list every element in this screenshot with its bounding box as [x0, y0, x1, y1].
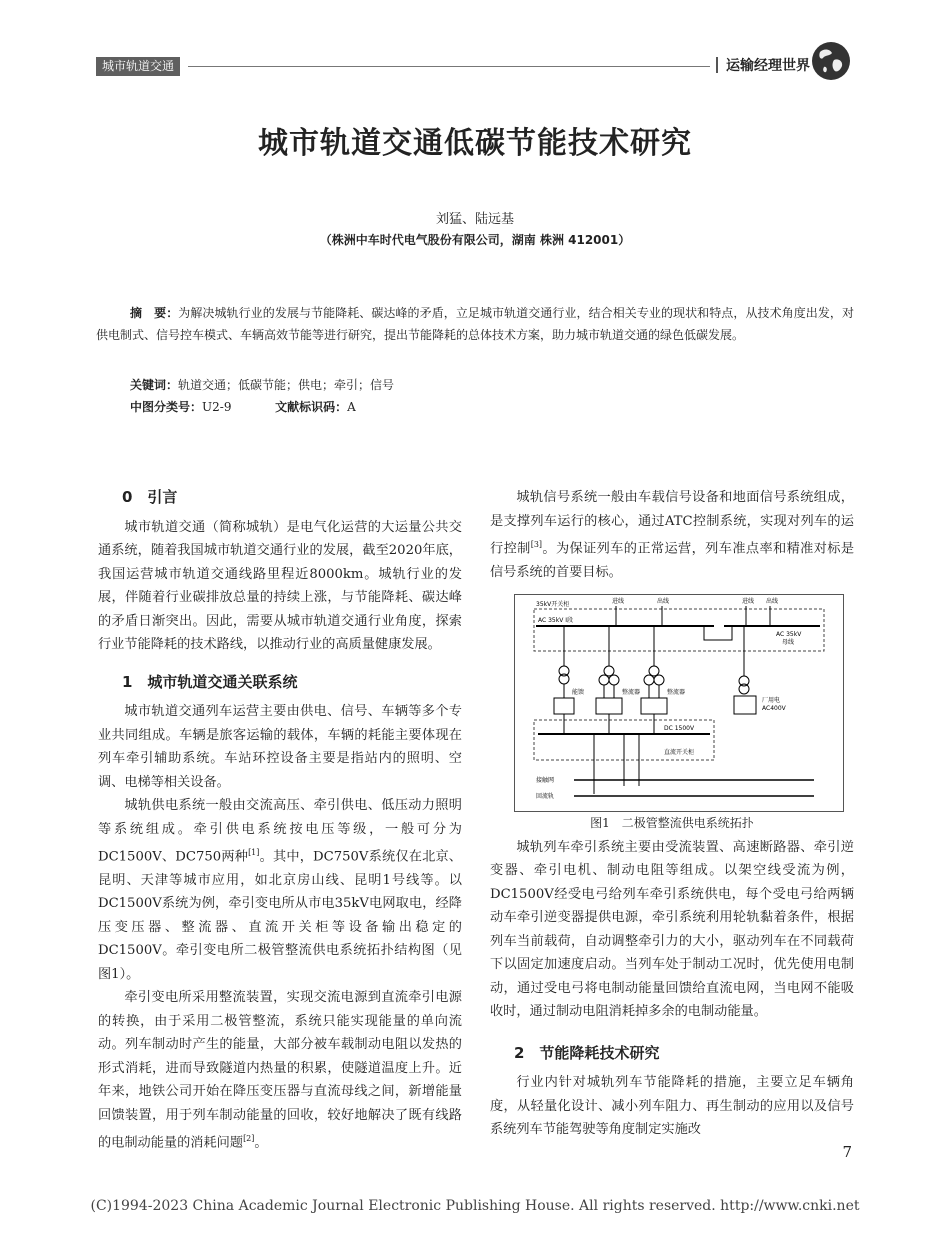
classification	[130, 396, 356, 418]
doc-code-label: 文献标识码：	[275, 400, 348, 414]
signal-paragraph: 城轨信号系统一般由车载信号设备和地面信号系统组成，是支撑列车运行的核心，通过ATC控制系统，实现对列车的运行控制[3]。为保证列车的正常运营，列车准点率和精准对标是信号系统的首要目标。	[490, 490, 855, 580]
label-bus2b: 母线	[782, 639, 795, 647]
keywords	[130, 374, 394, 396]
abstract-text: 为解决城轨行业的发展与节能降耗、碳达峰的矛盾，立足城市轨道交通行业，结合相关专业的现状和特点，从技术角度出发，对供电制式、信号控车模式、车辆高效节能等进行研究，提出节能降耗的总体技术方案，助力城市轨道交通的绿色低碳发展。	[96, 306, 854, 342]
clc-label: 中图分类号：	[130, 400, 203, 414]
keywords-label: 关键词：	[130, 378, 179, 392]
abstract-label: 摘 要：	[130, 306, 179, 320]
left-column	[98, 486, 462, 1155]
globe-icon	[810, 40, 852, 82]
header-divider	[716, 57, 718, 73]
section-tag: 城市轨道交通	[96, 57, 180, 76]
section-1-paragraph-3: 牵引变电所采用整流装置，实现交流电源到直流牵引电源的转换，由于采用二极管整流，系统只能实现能量的单向流动。列车制动时产生的能量，大部分被车载制动电阻以发热的形式消耗，进而导致隧道内热量的积累，使隧道温度上升。近年来，地铁公司开始在降压变压器与直流母线之间，新增能量回馈装置，用于列车制动能量的回收，较好地解决了既有线路的电制动能量的消耗问题[2]。	[98, 990, 462, 1151]
label-out2: 出线	[766, 598, 779, 606]
right-column	[490, 486, 854, 1142]
figure-1-caption: 图1 二极管整流供电系统拓扑	[590, 816, 754, 831]
doc-code-value: A	[347, 400, 356, 414]
label-catenary: 接触网	[536, 777, 555, 785]
keywords-text: 轨道交通；低碳节能；供电；牵引；信号	[178, 378, 395, 392]
section-0-paragraph: 城市轨道交通（简称城轨）是电气化运营的大运量公共交通系统，随着我国城市轨道交通行业的发展，截至2020年底，我国运营城市轨道交通线路里程近8000km。城轨行业的发展，伴随着行业碳排放总量的持续上涨，与节能降耗、碳达峰的矛盾日渐突出。因此，需要从城市轨道交通行业角度，探索行业节能降耗的技术路线，以推动行业的高质量健康发展。	[98, 519, 462, 652]
label-rect2: 整流器	[667, 689, 686, 697]
abstract	[96, 302, 854, 346]
section-2-heading: 2 节能降耗技术研究	[514, 1043, 660, 1062]
label-dc-switch: 直流开关柜	[664, 749, 695, 757]
section-1-heading: 1 城市轨道交通关联系统	[122, 672, 298, 691]
section-1-paragraph-1: 城市轨道交通列车运营主要由供电、信号、车辆等多个专业共同组成。车辆是旅客运输的载体，车辆的耗能主要体现在列车牵引辅助系统。车站环控设备主要是指站内的照明、空调、电梯等相关设备。	[98, 704, 462, 790]
label-return: 回流轨	[536, 793, 555, 801]
label-dc: DC 1500V	[664, 725, 695, 733]
article-affiliation: （株洲中车时代电气股份有限公司，湖南 株洲 412001）	[319, 233, 631, 247]
label-energy: 能馈	[572, 689, 585, 697]
section-2-paragraph: 行业内针对城轨列车节能降耗的措施，主要立足车辆角度，从轻量化设计、减小列车阻力、再生制动的应用以及信号系统列车节能驾驶等角度制定实施改	[490, 1075, 854, 1138]
page-number: 7	[842, 1143, 852, 1161]
label-rect1: 整流器	[622, 689, 641, 697]
journal-name: 运输经理世界	[726, 58, 810, 74]
header-rule	[188, 66, 710, 67]
label-35kv-switch: 35kV开关柜	[536, 601, 570, 609]
section-1-paragraph-2: 城轨供电系统一般由交流高压、牵引供电、低压动力照明等系统组成。牵引供电系统按电压等级，一般可分为DC1500V、DC750两种[1]。其中，DC750V系统仅在北京、昆明、天津等城市应用，如北京房山线、昆明1号线等。以DC1500V系统为例，牵引变电所从市电35kV电网取电，经降压变压器、整流器、直流开关柜等设备输出稳定的DC1500V。牵引变电所二极管整流供电系统拓扑结构图（见图1）。	[98, 798, 462, 982]
label-in2: 进线	[742, 598, 755, 606]
copyright-footer: (C)1994-2023 China Academic Journal Electronic Publishing House. All rights reserved. http://www.cnki.net	[90, 1198, 860, 1214]
label-aux: 厂用电	[762, 697, 781, 705]
article-authors: 刘猛、陆远基	[435, 212, 514, 227]
label-out1: 出线	[657, 598, 670, 606]
label-aux-v: AC400V	[762, 705, 786, 713]
citation-3[interactable]: [3]	[530, 540, 543, 549]
clc-value: U2-9	[202, 400, 232, 414]
label-in1: 进线	[612, 598, 625, 606]
article-title: 城市轨道交通低碳节能技术研究	[258, 126, 692, 161]
label-bus1: AC 35kV Ⅰ段	[538, 617, 573, 625]
figure-1-diagram	[514, 594, 844, 812]
label-bus2: AC 35kV	[776, 631, 802, 639]
citation-2[interactable]: [2]	[243, 1134, 255, 1144]
traction-paragraph: 城轨列车牵引系统主要由受流装置、高速断路器、牵引逆变器、牵引电机、制动电阻等组成。以架空线受流为例，DC1500V经受电弓给列车牵引系统供电，每个受电弓给两辆动车牵引逆变器提供电源，牵引系统利用轮轨黏着条件，根据列车当前载荷，自动调整牵引力的大小，驱动列车在不同载荷下以固定加速度启动。当列车处于制动工况时，优先使用电制动，通过受电弓将电制动能量回馈给直流电网，当电网不能吸收时，通过制动电阻消耗掉多余的电制动能量。	[490, 839, 854, 1020]
section-0-heading: 0 引言	[122, 488, 178, 506]
citation-1[interactable]: [1]	[248, 848, 260, 857]
